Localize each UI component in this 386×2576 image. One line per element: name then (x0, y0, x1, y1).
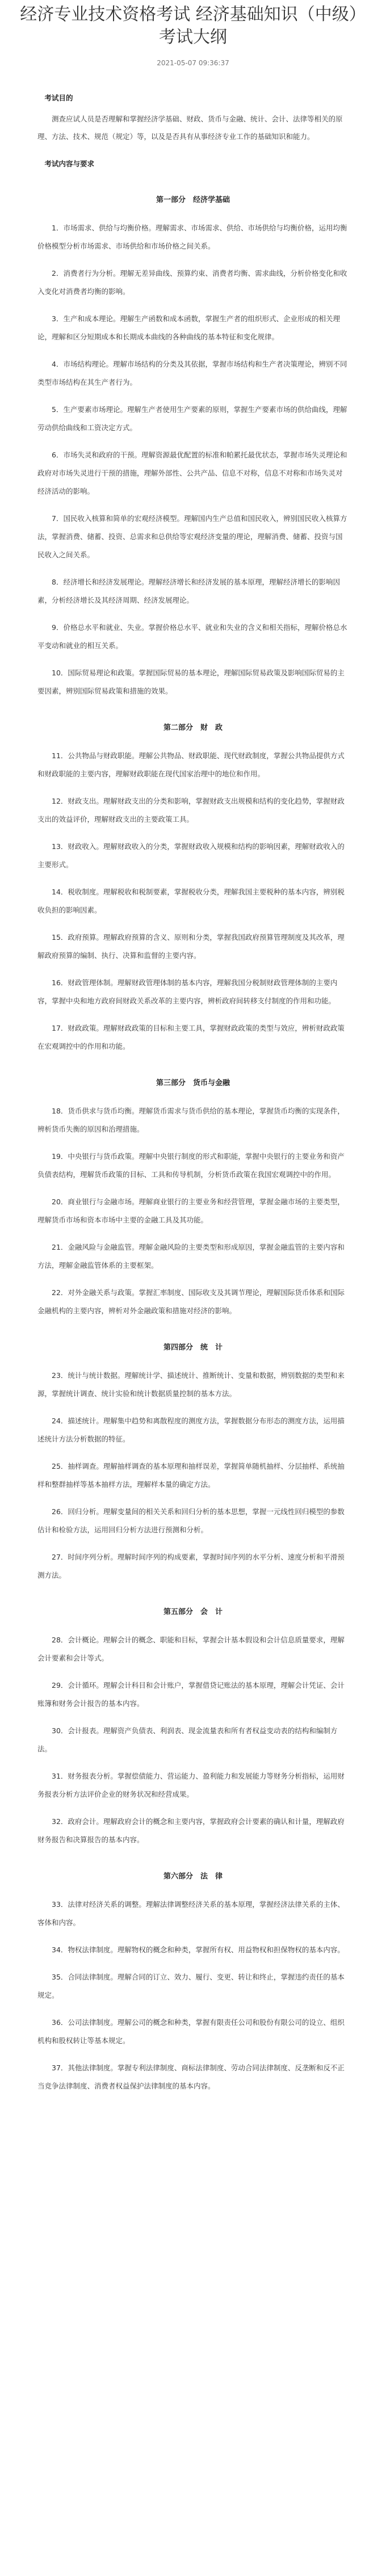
syllabus-item: 36．公司法律制度。理解公司的概念和种类，掌握有限责任公司和股份有限公司的设立、组织机构和股权转让等基本规定。 (37, 2018, 345, 2045)
syllabus-item: 17．财政政策。理解财政政策的目标和主要工具，掌握财政政策的类型与效应，辨析财政政策在宏观调控中的作用和功能。 (37, 1024, 345, 1050)
syllabus-item: 4．市场结构理论。理解市场结构的分类及其依据，掌握市场结构和生产者决策理论，辨别不同类型市场结构在其生产者行为。 (37, 360, 347, 386)
syllabus-item: 14．税收制度。理解税收和税制要素，掌握税收分类，理解我国主要税种的基本内容，辨别税收负担的影响因素。 (37, 888, 345, 914)
syllabus-item: 33．法律对经济关系的调整。理解法律调整经济关系的基本原理，掌握经济法律关系的主体、客体和内容。 (37, 1900, 345, 1927)
part-heading: 第二部分 财 政 (163, 724, 223, 732)
syllabus-item: 16．财政管理体制。理解财政管理体制的基本内容，理解我国分税制财政管理体制的主要内容，掌握中央和地方政府间财政关系改革的主要内容，辨析政府间转移支付制度的作用和功能。 (37, 978, 338, 1005)
syllabus-item: 8．经济增长和经济发展理论。理解经济增长和经济发展的基本原理，理解经济增长的影响因素，分析经济增长及其经济周期、经济发展理论。 (37, 578, 340, 604)
syllabus-item: 9．价格总水平和就业、失业。掌握价格总水平、就业和失业的含义和相关指标，理解价格总水平变动和就业的相互关系。 (37, 623, 347, 650)
syllabus-item: 32．政府会计。理解政府会计的概念和主要内容，掌握政府会计要素的确认和计量，理解政府财务报告和决算报告的基本内容。 (37, 1817, 345, 1844)
syllabus-item: 24．描述统计。理解集中趋势和离散程度的测度方法，掌握数据分布形态的测度方法，运用描述统计方法分析数据的特征。 (37, 1417, 345, 1443)
syllabus-item: 37．其他法律制度。掌握专利法律制度、商标法律制度、劳动合同法律制度、反垄断和反不正当竞争法律制度、消费者权益保护法律制度的基本内容。 (37, 2064, 345, 2090)
syllabus-item: 1．市场需求、供给与均衡价格。理解需求、市场需求、供给、市场供给与均衡价格，运用均衡价格模型分析市场需求、市场供给和市场价格之间关系。 (37, 224, 347, 250)
syllabus-item: 27．时间序列分析。理解时间序列的构成要素，掌握时间序列的水平分析、速度分析和平滑预测方法。 (37, 1553, 345, 1579)
syllabus-item: 26．回归分析。理解变量间的相关关系和回归分析的基本思想，掌握一元线性回归模型的参数估计和检验方法，运用回归分析方法进行预测和分析。 (37, 1507, 345, 1534)
syllabus-item: 2．消费者行为分析。理解无差异曲线、预算约束、消费者均衡、需求曲线，分析价格变化和收入变化对消费者均衡的影响。 (37, 269, 347, 296)
parts-container (37, 192, 349, 2095)
syllabus-item: 11．公共物品与财政职能。理解公共物品、财政职能、现代财政制度，掌握公共物品提供方式和财政职能的主要内容，理解财政职能在现代国家治理中的地位和作用。 (37, 751, 345, 778)
part-heading: 第五部分 会 计 (163, 1608, 223, 1616)
goal-heading: 考试目的 (44, 94, 73, 102)
syllabus-item: 35．合同法律制度。理解合同的订立、效力、履行、变更、转让和终止，掌握违约责任的基本规定。 (37, 1973, 345, 1999)
syllabus-item: 19．中央银行与货币政策。理解中央银行制度的形式和职能，掌握中央银行的主要业务和资产负债表结构，理解货币政策的目标、工具和传导机制，分析货币政策在我国宏观调控中的作用。 (37, 1152, 345, 1179)
page-title: 经济专业技术资格考试 经济基础知识（中级） 考试大纲 (20, 5, 366, 47)
syllabus-item: 20．商业银行与金融市场。理解商业银行的主要业务和经营管理，掌握金融市场的主要类型，理解货币市场和资本市场中主要的金融工具及其功能。 (37, 1197, 345, 1224)
part-heading: 第六部分 法 律 (163, 1872, 223, 1881)
syllabus-item: 30．会计报表。理解资产负债表、利润表、现金流量表和所有者权益变动表的结构和编制方法。 (37, 1726, 338, 1753)
syllabus-item: 29．会计循环。理解会计科目和会计账户，掌握借贷记账法的基本原理，理解会计凭证、会计账簿和财务会计报告的基本内容。 (37, 1681, 345, 1708)
syllabus-item: 34．物权法律制度。理解物权的概念和种类，掌握所有权、用益物权和担保物权的基本内容。 (52, 1945, 345, 1954)
syllabus-item: 13．财政收入。理解财政收入的分类，掌握财政收入规模和结构的影响因素，理解财政收入的主要形式。 (37, 842, 345, 869)
article-body (37, 90, 349, 2095)
syllabus-item: 3．生产和成本理论。理解生产函数和成本函数，掌握生产者的组织形式、企业形成的相关理论，理解和区分短期成本和长期成本曲线的各种曲线的基本特征和变化规律。 (37, 314, 340, 341)
syllabus-item: 23．统计与统计数据。理解统计学、描述统计、推断统计、变量和数据，辨别数据的类型和来源，掌握统计调查、统计实验和统计数据质量控制的基本方法。 (37, 1371, 345, 1398)
part-heading: 第三部分 货币与金融 (156, 1079, 230, 1087)
syllabus-item: 28．会计概论。理解会计的概念、职能和目标，掌握会计基本假设和会计信息质量要求，理解会计要素和会计等式。 (37, 1636, 345, 1662)
syllabus-item: 7．国民收入核算和简单的宏观经济模型。理解国内生产总值和国民收入，辨别国民收入核算方法，掌握消费、储蓄、投资、总需求和总供给等宏观经济变量的理论，理解消费、储蓄、投资与国民收入之间关系。 (37, 514, 347, 559)
syllabus-item: 6．市场失灵和政府的干预。理解资源最优配置的标准和帕累托最优状态，掌握市场失灵理论和政府对市场失灵进行干预的措施，理解外部性、公共产品、信息不对称，信息不对称和市场失灵对经济活动的影响。 (37, 451, 347, 495)
publish-date: 2021-05-07 09:36:37 (157, 59, 229, 67)
syllabus-item: 15．政府预算。理解政府预算的含义、原则和分类，掌握我国政府预算管理制度及其改革，理解政府预算的编制、执行、决算和监督的主要内容。 (37, 933, 345, 960)
syllabus-item: 22．对外金融关系与政策。掌握汇率制度、国际收支及其调节理论，理解国际货币体系和国际金融机构的主要内容，辨析对外金融政策和措施对经济的影响。 (37, 1288, 345, 1315)
syllabus-item: 21．金融风险与金融监管。理解金融风险的主要类型和形成原因，掌握金融监管的主要内容和方法，理解金融监管体系的主要框架。 (37, 1243, 345, 1270)
part-heading: 第一部分 经济学基础 (156, 196, 230, 204)
syllabus-item: 18．货币供求与货币均衡。理解货币需求与货币供给的基本理论，掌握货币均衡的实现条件，辨析货币失衡的原因和治理措施。 (37, 1107, 345, 1133)
syllabus-item: 31．财务报表分析。掌握偿债能力、营运能力、盈利能力和发展能力等财务分析指标，运用财务报表分析方法评价企业的财务状况和经营成果。 (37, 1772, 345, 1798)
syllabus-item: 5．生产要素市场理论。理解生产者使用生产要素的原则，掌握生产要素市场的供给曲线，理解劳动供给曲线和工资决定方式。 (37, 405, 347, 432)
goal-text: 测查应试人员是否理解和掌握经济学基础、财政、货币与金融、统计、会计、法律等相关的原理、方法、技术、规范（规定）等，以及是否具有从事经济专业工作的基础知识和能力。 (37, 115, 343, 141)
part-heading: 第四部分 统 计 (163, 1343, 223, 1352)
syllabus-item: 10．国际贸易理论和政策。掌握国际贸易的基本理论，理解国际贸易政策及影响国际贸易的主要因素，辨别国际贸易政策和措施的效果。 (37, 669, 345, 695)
syllabus-item: 12．财政支出。理解财政支出的分类和影响，掌握财政支出规模和结构的变化趋势，掌握财政支出的效益评价，理解财政支出的主要政策工具。 (37, 797, 345, 823)
requirements-heading: 考试内容与要求 (44, 159, 95, 168)
syllabus-item: 25．抽样调查。理解抽样调查的基本原理和抽样误差，掌握简单随机抽样、分层抽样、系统抽样和整群抽样等基本抽样方法，理解样本量的确定方法。 (37, 1462, 345, 1489)
